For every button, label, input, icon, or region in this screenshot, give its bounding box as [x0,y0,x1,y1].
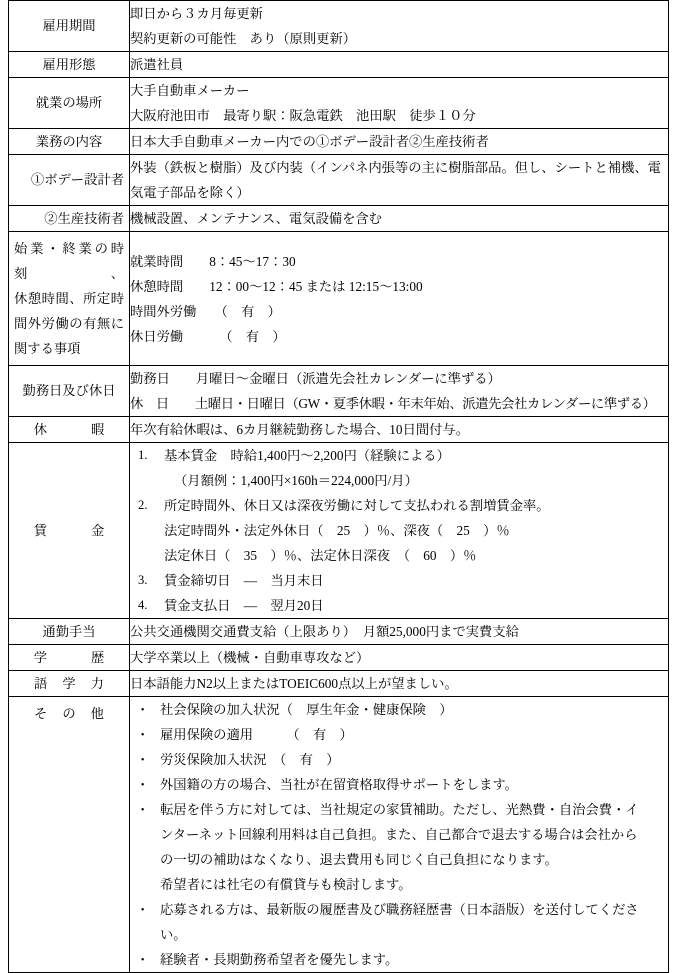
bullet-continuation: 希望者には社宅の有償貸与も検討します。 [160,877,412,892]
table-row-employment-type [9,52,669,78]
row-value-production-engineer [130,206,669,232]
value-line: 大学卒業以上（機械・自動車専攻など） [130,650,370,665]
row-label-language-ability [9,671,130,697]
row-label-workdays-holidays [9,366,130,417]
item-number: 2. [138,498,148,512]
label-text: 雇用形態 [42,56,96,72]
table-row-other [9,697,669,973]
row-label-other [9,697,130,973]
value-line [130,274,668,299]
row-label-workplace [9,78,130,129]
bullet-icon: ・ [136,777,150,792]
label-line: 間外労働の有無に [14,316,124,331]
bullet-continuation: ンターネット回線利用料は自己負担。また、自己都合で退去する場合は会社から [160,827,638,842]
entry-detail: （ 有 ） [214,303,281,319]
label-line: 休憩時間、所定時 [14,291,124,306]
value-line: 契約更新の可能性 あり（原則更新） [130,31,357,46]
item-extra-line: 法定休日（ 35 ）％、法定休日深夜 （ 60 ）％ [164,548,477,563]
table-row-body-designer [9,155,669,206]
wage-item [130,443,668,493]
row-label-production-engineer [9,206,130,232]
entry-detail: （ 有 ） [219,328,286,344]
value-line: 公共交通機関交通費支給（上限あり） 月額25,000円まで実費支給 [130,624,519,639]
value-line: 即日から３カ月毎更新 [130,6,263,21]
row-label-wages [9,443,149,619]
entry-term: 時間外労働 [130,303,197,319]
value-line [130,299,668,324]
row-value-other [130,697,669,973]
value-line [130,249,668,274]
item-number: 3. [138,573,148,587]
wage-item [130,593,668,618]
list-item [130,947,668,972]
list-item [130,797,668,897]
label-text: 語学力 [34,675,119,691]
bullet-text: 転居を伴う方に対しては、当社規定の家賃補助。ただし、光熱費・自治会費・イ [160,802,639,817]
entry-term: 勤務日 [130,371,170,386]
bullet-text: 外国籍の方の場合、当社が在留資格取得サポートをします。 [160,777,518,792]
table-row-production-engineer [9,206,669,232]
label-text: 休暇 [33,421,149,437]
bullet-continuation: の一切の補助はなくなり、退去費用も同じく自己負担になります。 [160,852,558,867]
label-text: その他 [34,706,119,721]
item-text: 基本賃金 時給1,400円〜2,200円（経験による） [164,448,450,463]
wage-item [130,568,668,593]
table-row-job-content [9,129,669,155]
bullet-icon: ・ [136,902,150,917]
value-line: 日本語能力N2以上またはTOEIC600点以上が望ましい。 [130,676,458,691]
value-line: 派遣社員 [130,57,184,72]
label-text: 雇用期間 [42,18,96,33]
entry-detail: 月曜日〜金曜日（派遣先会社カレンダーに準ずる） [195,371,501,386]
entry-term: 休憩時間 [130,278,184,294]
label-text: ②生産技術者 [44,210,124,226]
bullet-icon: ・ [136,702,150,717]
table-row-leave [9,417,669,443]
bullet-text: 経験者・長期勤務希望者を優先します。 [160,952,399,967]
list-item [130,697,668,722]
row-label-employment-type [9,52,130,78]
label-text: ①ボデー設計者 [30,172,124,187]
row-value-workplace [130,78,669,129]
row-label-leave [9,417,149,443]
value-line [130,366,668,391]
row-label-commuting-allowance [9,619,130,645]
row-value-workdays-holidays [130,366,669,417]
bullet-icon: ・ [136,802,150,817]
row-value-commuting-allowance [130,619,669,645]
list-item [130,897,668,947]
item-extra-line: 法定時間外・法定外休日（ 25 ）％、深夜（ 25 ）％ [164,523,510,538]
label-line: 始業・終業の時刻、 [14,241,124,281]
row-value-leave [130,417,669,443]
row-label-employment-period [9,1,130,52]
table-row-workdays-holidays [9,366,669,417]
row-value-job-content [130,129,669,155]
list-item [130,747,668,772]
wage-item [130,493,668,568]
table-row-wages [9,443,669,619]
entry-detail: 8：45〜17：30 [209,253,296,269]
item-subtext: （月額例：1,400円×160h＝224,000円/月） [174,473,418,488]
bullet-continuation: い。 [160,927,187,942]
table-row-employment-period [9,1,669,52]
value-line [130,391,668,416]
row-value-employment-period [130,1,669,52]
label-text: 業務の内容 [35,133,103,149]
label-text: 賃金 [33,522,149,538]
label-text: 学歴 [33,649,149,665]
row-value-education [130,645,669,671]
row-label-body-designer [9,155,130,206]
item-text: 所定時間外、休日又は深夜労働に対して支払われる割増賃金率。 [164,498,550,513]
list-item [130,772,668,797]
employment-conditions-table [8,0,669,973]
list-item [130,722,668,747]
label-text: 通勤手当 [42,623,96,639]
other-bullet-list [130,697,668,972]
bullet-text: 応募される方は、最新版の履歴書及び職務経歴書（日本語版）を送付してくださ [160,902,639,917]
wage-list [130,443,668,618]
value-line: 外装（鉄板と樹脂）及び内装（インパネ内張等の主に樹脂部品。但し、シートと補機、電気電子部品を除く） [130,160,661,200]
table-row-language-ability [9,671,669,697]
bullet-icon: ・ [136,752,150,767]
value-line: 年次有給休暇は、6カ月継続勤務した場合、10日間付与。 [130,422,470,437]
table-row-workplace [9,78,669,129]
label-line: 関する事項 [14,341,81,356]
bullet-icon: ・ [136,952,150,967]
table-row-education [9,645,669,671]
item-text: 賃金支払日 ― 翌月20日 [164,598,324,613]
entry-term: 休 日 [130,396,169,411]
entry-detail: 土曜日・日曜日（GW・夏季休暇・年末年始、派遣先会社カレンダーに準ずる） [194,396,656,411]
table-row-commuting-allowance [9,619,669,645]
label-text: 就業の場所 [35,95,103,110]
row-label-education [9,645,149,671]
row-label-job-content [9,129,130,155]
row-value-wages [130,443,669,619]
bullet-text: 社会保険の加入状況（ 厚生年金・健康保険 ） [160,702,453,717]
bullet-text: 労災保険加入状況 （ 有 ） [160,752,340,767]
item-text: 賃金締切日 ― 当月末日 [164,573,324,588]
row-value-body-designer [130,155,669,206]
table-row-working-hours [9,232,669,366]
item-number: 4. [138,598,148,612]
entry-term: 就業時間 [130,253,184,269]
item-number: 1. [138,448,148,462]
bullet-icon: ・ [136,727,150,742]
value-line: 大阪府池田市 最寄り駅：阪急電鉄 池田駅 徒歩１０分 [130,108,476,123]
bullet-text: 雇用保険の適用 （ 有 ） [160,727,353,742]
value-line: 機械設置、メンテナンス、電気設備を含む [130,211,382,226]
value-line: 大手自動車メーカー [130,83,250,98]
row-value-employment-type [130,52,669,78]
value-line: 日本大手自動車メーカー内での①ボデー設計者②生産技術者 [130,134,489,149]
label-text: 勤務日及び休日 [22,383,116,398]
entry-detail: 12：00〜12：45 または 12:15〜13:00 [209,278,423,294]
row-value-working-hours [130,232,669,366]
entry-term: 休日労働 [130,328,184,344]
row-label-working-hours [9,232,130,366]
row-value-language-ability [130,671,669,697]
value-line [130,324,668,349]
